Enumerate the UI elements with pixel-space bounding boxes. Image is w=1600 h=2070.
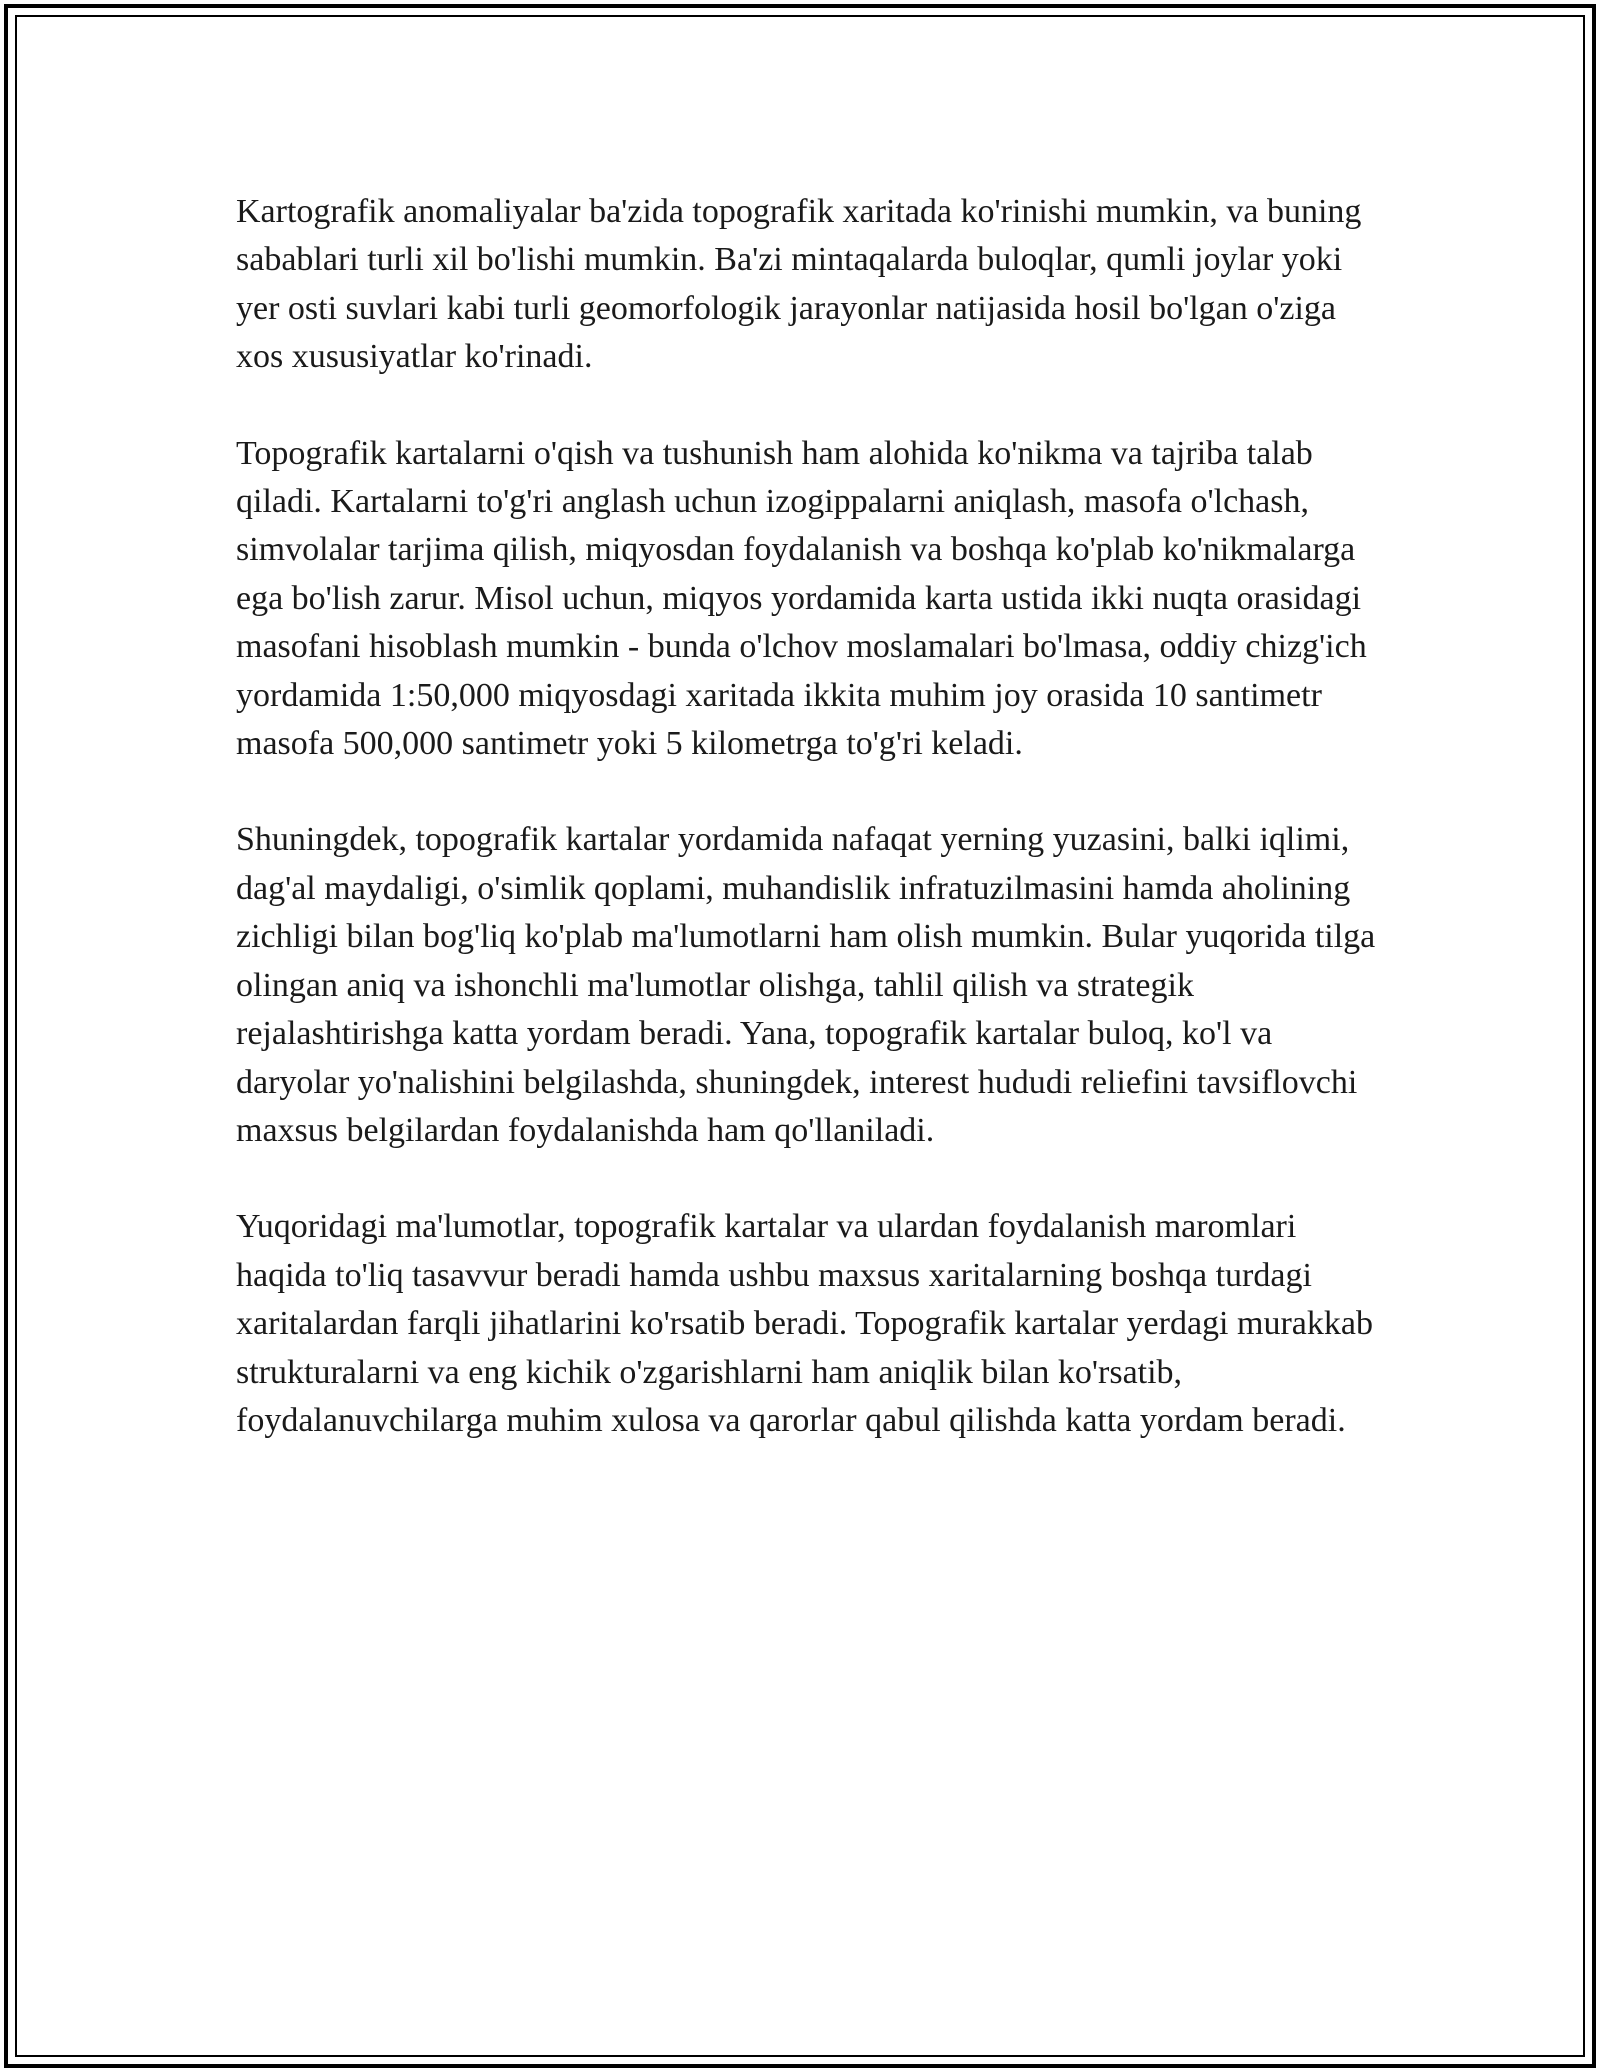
document-body	[236, 188, 1381, 1493]
paragraph-2: Topografik kartalarni o'qish va tushunish ham alohida ko'nikma va tajriba talab qiladi. Kartalarni to'g'ri anglash uchun izogippalarni aniqlash, masofa o'lchash, simvolalar tarjima qilish, miqyosdan foydalanish va boshqa ko'plab ko'nikmalarga ega bo'lish zarur. Misol uchun, miqyos yordamida karta ustida ikki nuqta orasidagi masofani hisoblash mumkin - bunda o'lchov moslamalari bo'lmasa, oddiy chizg'ich yordamida 1:50,000 miqyosdagi xaritada ikkita muhim joy orasida 10 santimetr masofa 500,000 santimetr yoki 5 kilometrga to'g'ri keladi.	[236, 434, 1367, 763]
paragraph-4: Yuqoridagi ma'lumotlar, topografik kartalar va ulardan foydalanish maromlari haqida to'liq tasavvur beradi hamda ushbu maxsus xaritalarning boshqa turdagi xaritalardan farqli jihatlarini ko'rsatib beradi. Topografik kartalar yerdagi murakkab strukturalarni va eng kichik o'zgarishlarni ham aniqlik bilan ko'rsatib, foydalanuvchilarga muhim xulosa va qarorlar qabul qilishda katta yordam beradi.	[236, 1208, 1373, 1439]
paragraph-3: Shuningdek, topografik kartalar yordamida nafaqat yerning yuzasini, balki iqlimi, dag'al maydaligi, o'simlik qoplami, muhandislik infratuzilmasini hamda aholining zichligi bilan bog'liq ko'plab ma'lumotlarni ham olish mumkin. Bular yuqorida tilga olingan aniq va ishonchli ma'lumotlar olishga, tahlil qilish va strategik rejalashtirishga katta yordam beradi. Yana, topografik kartalar buloq, ko'l va daryolar yo'nalishini belgilashda, shuningdek, interest hududi reliefini tavsiflovchi maxsus belgilardan foydalanishda ham qo'llaniladi.	[236, 821, 1376, 1149]
paragraph-1: Kartografik anomaliyalar ba'zida topografik xaritada ko'rinishi mumkin, va buning sabablari turli xil bo'lishi mumkin. Ba'zi mintaqalarda buloqlar, qumli joylar yoki yer osti suvlari kabi turli geomorfologik jarayonlar natijasida hosil bo'lgan o'ziga xos xususiyatlar ko'rinadi.	[236, 193, 1362, 376]
